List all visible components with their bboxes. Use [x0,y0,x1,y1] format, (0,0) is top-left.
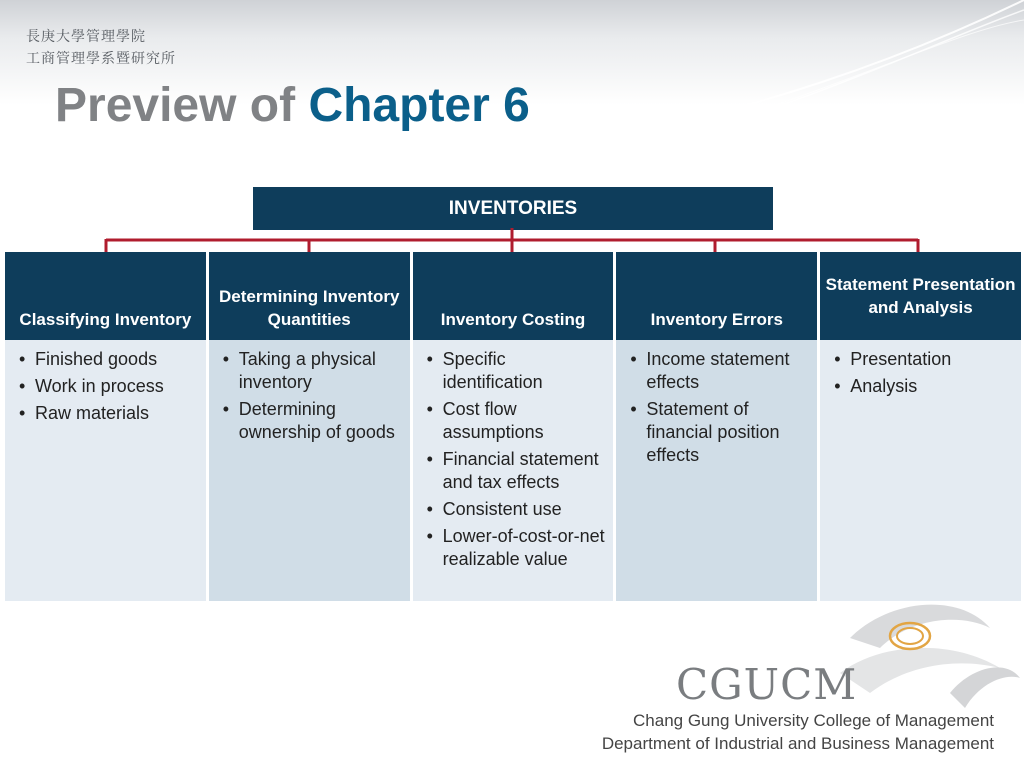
title-prefix: Preview of [55,79,309,132]
institution-chinese [26,26,176,70]
column-heading: Inventory Costing [413,252,614,340]
column-costing [413,252,614,601]
university-emblem-graphic [830,598,1024,718]
list-item: • Income statement effects [630,348,811,394]
column-heading: Statement Presentation and Analysis [820,252,1021,340]
title-chapter: Chapter 6 [308,79,530,132]
list-item: • Finished goods [19,348,200,371]
bullet-list [223,348,404,444]
list-item: • Lower-of-cost-or-net realizable value [427,525,608,571]
column-heading: Inventory Errors [616,252,817,340]
list-item: • Cost flow assumptions [427,398,608,444]
list-item: • Work in process [19,375,200,398]
list-item: • Taking a physical inventory [223,348,404,394]
bullet-list [427,348,608,571]
list-item: • Analysis [834,375,1015,398]
column-body [616,340,817,601]
bullet-list [19,348,200,425]
column-classifying [5,252,206,601]
column-body [5,340,206,601]
institution-line-2: 工商管理學系暨研究所 [26,51,176,67]
column-presentation [820,252,1021,601]
diagram-root-box: INVENTORIES [253,187,773,230]
list-item: • Determining ownership of goods [223,398,404,444]
column-body [209,340,410,601]
list-item: • Specific identification [427,348,608,394]
institution-line-1: 長庚大學管理學院 [26,29,146,45]
list-item: • Presentation [834,348,1015,371]
list-item: • Raw materials [19,402,200,425]
column-errors [616,252,817,601]
bullet-list [630,348,811,467]
column-heading: Determining Inventory Quantities [209,252,410,340]
logo-wordmark: CGUCM [676,660,858,709]
column-body [820,340,1021,601]
list-item: • Statement of financial position effects [630,398,811,467]
column-heading: Classifying Inventory [5,252,206,340]
list-item: • Consistent use [427,498,608,521]
column-determining [209,252,410,601]
column-body [413,340,614,601]
bullet-list [834,348,1015,398]
footer-line-department: Department of Industrial and Business Management [601,734,994,753]
footer-line-university: Chang Gung University College of Management [633,711,994,730]
footer [602,709,994,755]
slide-title [55,78,530,134]
diagram-columns [5,252,1021,601]
list-item: • Financial statement and tax effects [427,448,608,494]
